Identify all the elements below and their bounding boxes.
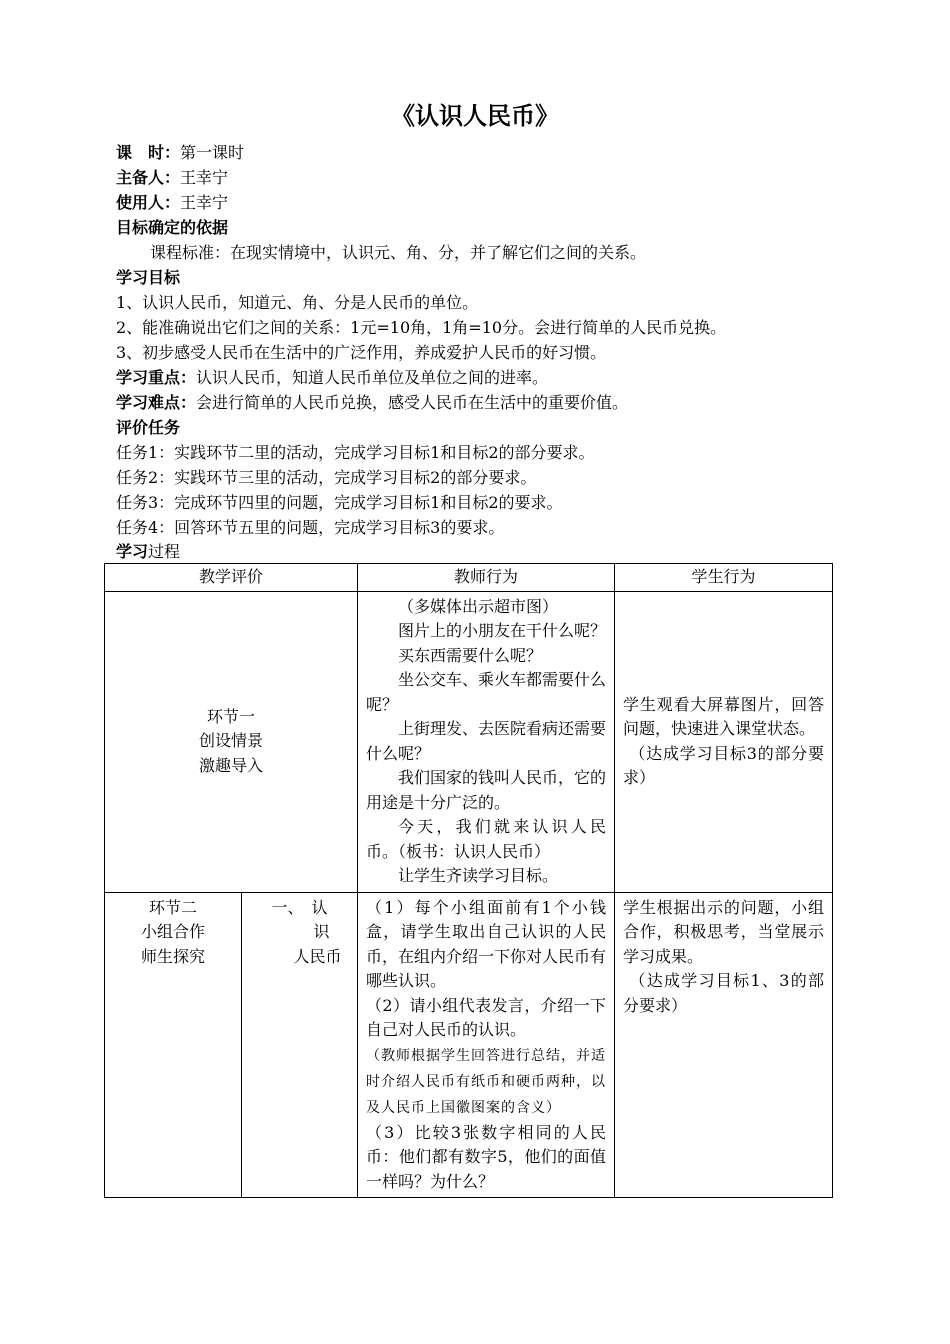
- student-cell: 学生观看大屏幕图片，回答问题，快速进入课堂状态。 （达成学习目标3的部分要求）: [615, 591, 833, 892]
- goal-item: 2、能准确说出它们之间的关系：1元=10角，1角=10分。会进行简单的人民币兑换。: [116, 318, 727, 337]
- goals-heading: 学习目标: [116, 268, 181, 287]
- key-point-label: 学习重点: [116, 368, 181, 387]
- teacher-cell: （多媒体出示超市图） 图片上的小朋友在干什么呢？ 买东西需要什么呢？ 坐公交车、乘火车都需要什么呢？ 上街理发、去医院看病还需要什么呢？ 我们国家的钱叫人民币，它的用途是十分广泛的。 今天，我们就来认识人民币。（板书：认识人民币） 让学生齐读学习目标。: [358, 591, 615, 892]
- user-value: 王幸宁: [180, 193, 229, 212]
- key-point-text: 认识人民币，知道人民币单位及单位之间的进率。: [196, 368, 549, 387]
- user-line: 使用人：王幸宁: [116, 193, 229, 212]
- key-point-line: 学习重点：认识人民币，知道人民币单位及单位之间的进率。: [116, 368, 549, 387]
- table-row: [105, 591, 833, 892]
- task-item: 任务3：完成环节四里的问题，完成学习目标1和目标2的要求。: [116, 493, 563, 512]
- difficulty-label: 学习难点: [116, 393, 181, 412]
- substage-cell: 一、 认 识 人民币: [242, 892, 358, 1198]
- user-label: 使用人: [116, 193, 165, 212]
- period-value: 第一课时: [180, 143, 245, 162]
- period-line: 课 时：第一课时: [116, 143, 245, 162]
- process-heading: 学习过程: [116, 542, 181, 561]
- table-header-row: [105, 564, 833, 592]
- difficulty-line: 学习难点：会进行简单的人民币兑换，感受人民币在生活中的重要价值。: [116, 393, 629, 412]
- preparer-value: 王幸宁: [180, 168, 229, 187]
- goal-item: 1、认识人民币，知道元、角、分是人民币的单位。: [116, 293, 479, 312]
- column-header: 学生行为: [615, 564, 833, 592]
- document-title: 《认识人民币》: [391, 102, 559, 130]
- student-cell: 学生根据出示的问题，小组合作，积极思考，当堂展示学习成果。 （达成学习目标1、3的部分要求）: [615, 892, 833, 1198]
- stage-cell: 环节一 创设情景 激趣导入: [105, 591, 358, 892]
- teacher-cell: （1）每个小组面前有1个小钱盒，请学生取出自己认识的人民币，在组内介绍一下你对人民币有哪些认识。 （2）请小组代表发言，介绍一下自己对人民币的认识。 （教师根据学生回答进行总结，并适时介绍人民币有纸币和硬币两种，以及人民币上国徽图案的含义） （3）比较3张数字相同的人民币：他们都有数字5，他们的面值一样吗？为什么？: [358, 892, 615, 1198]
- goal-item: 3、初步感受人民币在生活中的广泛作用，养成爱护人民币的好习惯。: [116, 343, 607, 362]
- task-item: 任务1：实践环节二里的活动，完成学习目标1和目标2的部分要求。: [116, 443, 595, 462]
- table-row: [105, 892, 833, 1198]
- stage-cell: 环节二 小组合作 师生探究: [105, 892, 242, 1198]
- preparer-line: 主备人：王幸宁: [116, 168, 229, 187]
- task-item: 任务2：实践环节三里的活动，完成学习目标2的部分要求。: [116, 468, 537, 487]
- basis-heading: 目标确定的依据: [116, 218, 229, 237]
- difficulty-text: 会进行简单的人民币兑换，感受人民币在生活中的重要价值。: [196, 393, 629, 412]
- process-table: [104, 563, 833, 1198]
- preparer-label: 主备人: [116, 168, 165, 187]
- task-item: 任务4：回答环节五里的问题，完成学习目标3的要求。: [116, 518, 505, 537]
- period-label: 课 时: [116, 143, 165, 162]
- column-header: 教学评价: [105, 564, 358, 592]
- column-header: 教师行为: [358, 564, 615, 592]
- tasks-heading: 评价任务: [116, 418, 181, 437]
- basis-text: 课程标准：在现实情境中，认识元、角、分，并了解它们之间的关系。: [150, 243, 647, 262]
